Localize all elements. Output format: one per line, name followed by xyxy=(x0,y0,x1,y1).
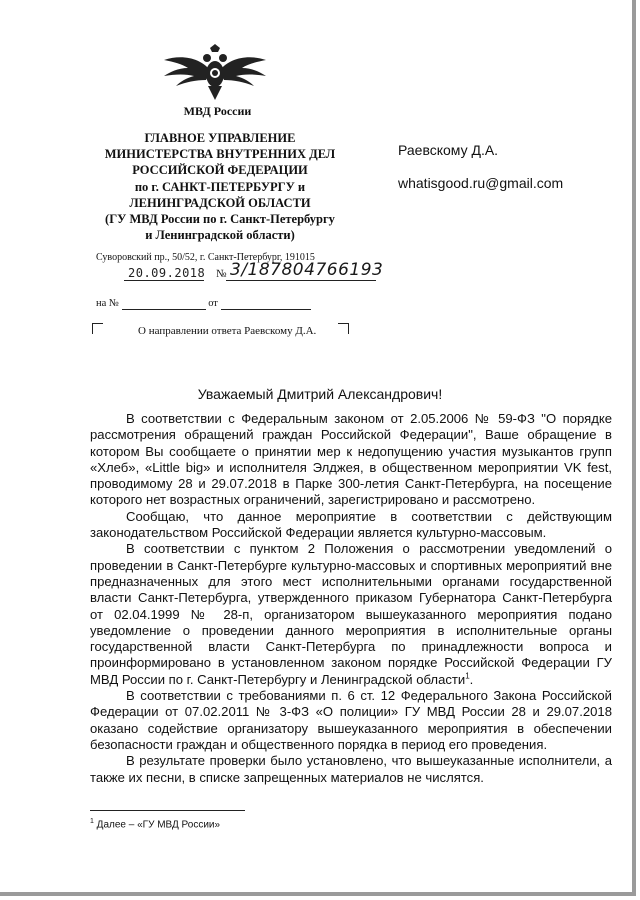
agency-address: Суворовский пр., 50/52, г. Санкт-Петербург, 191015 xyxy=(96,252,315,263)
agency-line: МИНИСТЕРСТВА ВНУТРЕННИХ ДЕЛ xyxy=(104,147,336,162)
body-paragraph xyxy=(90,541,612,688)
agency-line: РОССИЙСКОЙ ФЕДЕРАЦИИ xyxy=(132,163,308,178)
body-paragraph: В результате проверки было установлено, что вышеуказанные исполнители, а также их песни, в списке запрещенных материалов не числятся. xyxy=(90,753,612,785)
number-label: № xyxy=(216,268,227,280)
letter-body xyxy=(90,411,612,786)
registration-row xyxy=(96,262,386,286)
reference-prefix: на № xyxy=(96,298,119,309)
letter-greeting: Уважаемый Дмитрий Александрович! xyxy=(197,386,443,402)
agency-line: ЛЕНИНГРАДСКОЙ ОБЛАСТИ xyxy=(129,195,311,210)
letter-date: 20.09.2018 xyxy=(128,266,206,280)
body-paragraph: В соответствии с Федеральным законом от 2.05.2006 № 59-ФЗ "О порядке рассмотрения обращений граждан Российской Федерации", Ваше обращение в котором Вы сообщаете о принятии мер к недопущению участия музыкантов групп «Хлеб», «Little big» и исполнителя Элджея, в общественном мероприятии VK fest, проводимому 28 и 29.07.2018 в Парке 300-летия Санкт-Петербурга, на посещение которого нет возрастных ограничений, зарегистрировано и рассмотрено. xyxy=(90,411,612,508)
reference-number-blank xyxy=(122,298,206,310)
date-underline xyxy=(124,280,204,281)
registration-number: 3/187804766193 xyxy=(230,260,384,280)
footnote-divider xyxy=(90,810,245,811)
reference-date-label: от xyxy=(208,298,218,309)
body-paragraph: Сообщаю, что данное мероприятие в соответствии с действующим законодательством Российской Федерации является культурно-массовым. xyxy=(90,508,612,541)
recipient-email: whatisgood.ru@gmail.com xyxy=(398,175,564,191)
subject-bracket-left xyxy=(92,323,103,334)
agency-line: (ГУ МВД России по г. Санкт-Петербургу xyxy=(105,212,335,227)
org-name: МВД России xyxy=(183,104,252,118)
agency-line: и Ленинградской области) xyxy=(145,228,295,243)
recipient-block xyxy=(398,134,563,200)
footnote-text: Далее – «ГУ МВД России» xyxy=(93,819,221,831)
footnote-reference: 1 xyxy=(465,671,470,681)
reference-date-blank xyxy=(221,298,311,310)
double-headed-eagle-emblem-icon xyxy=(160,44,270,102)
agency-line: по г. САНКТ-ПЕТЕРБУРГУ и xyxy=(134,179,306,194)
agency-name-block xyxy=(70,130,370,243)
body-paragraph: В соответствии с требованиями п. 6 ст. 12 Федерального Закона Российской Федерации от 07.02.2011 № 3-ФЗ «О полиции» ГУ МВД России 28 и 29.07.2018 оказано содействие организатору вышеуказанного мероприятия в обеспечении безопасности граждан и общественного порядка в период его проведения. xyxy=(90,688,612,752)
letter-subject: О направлении ответа Раевскому Д.А. xyxy=(138,325,317,337)
paragraph-end: . xyxy=(469,671,474,687)
subject-bracket-right xyxy=(338,323,349,334)
recipient-name: Раевскому Д.А. xyxy=(398,142,499,158)
reference-row xyxy=(96,298,311,310)
footnote xyxy=(90,818,220,830)
number-underline xyxy=(226,280,376,281)
footnote-mark: 1 xyxy=(90,818,94,825)
body-paragraph-text: В соответствии с пунктом 2 Положения о рассмотрении уведомлений о проведении в Санкт-Петербурге культурно-массовых и спортивных мероприятий вне предназначенных для этого мест исполнительными органами государственной власти Санкт-Петербурга, утвержденного приказом Губернатора Санкт-Петербурга от 02.04.1999 № 28-п, организатором вышеуказанного мероприятия подано уведомление о проведении данного мероприятия в исполнительные органы государственной власти Санкт-Петербурга по принадлежности вопроса и проинформировано в установленном законом порядке Российской Федерации ГУ МВД России по г. Санкт-Петербургу и Ленинградской области xyxy=(90,541,612,687)
agency-line: ГЛАВНОЕ УПРАВЛЕНИЕ xyxy=(144,131,296,145)
